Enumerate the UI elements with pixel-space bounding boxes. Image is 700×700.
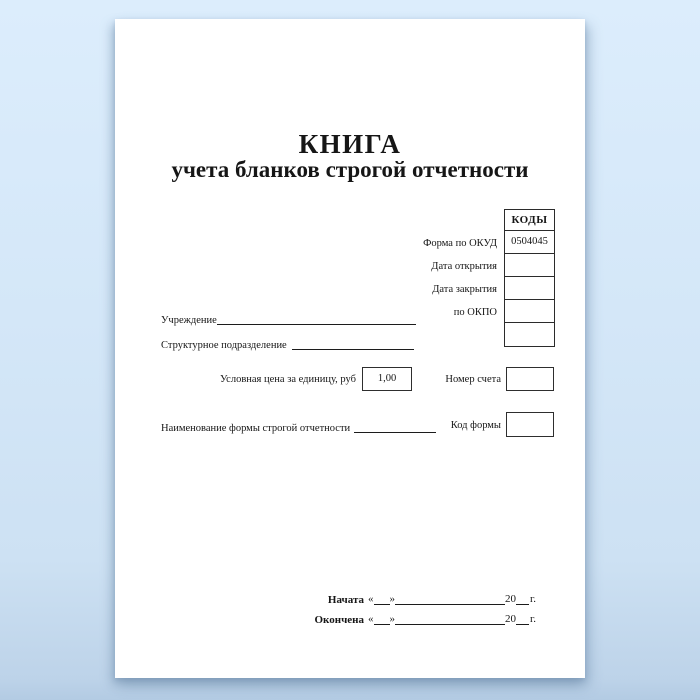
institution-row xyxy=(161,312,416,326)
unit-price-label: Условная цена за единицу, руб xyxy=(220,374,356,385)
form-code-label: Код формы xyxy=(450,420,501,431)
doc-subtitle: учета бланков строгой отчетности xyxy=(171,157,529,182)
finished-open-quote: « xyxy=(368,613,374,625)
started-year-prefix: 20 xyxy=(504,593,516,605)
codes-labels xyxy=(351,232,501,324)
finished-row xyxy=(312,612,536,626)
close-date-label: Дата закрытия xyxy=(432,284,497,295)
started-day-blank xyxy=(374,604,390,605)
form-code-box xyxy=(506,412,554,437)
finished-day-blank xyxy=(374,624,390,625)
account-number-box xyxy=(506,367,554,391)
form-name-label: Наименование формы строгой отчетности xyxy=(161,423,351,434)
finished-year-prefix: 20 xyxy=(504,613,516,625)
okpo-label: по ОКПО xyxy=(453,307,497,318)
started-month-blank xyxy=(395,604,505,605)
doc-title: КНИГА xyxy=(298,129,402,159)
department-blank-line xyxy=(292,349,414,350)
okud-code-cell: 0504045 xyxy=(505,231,554,254)
document-page xyxy=(115,19,585,678)
account-number-label: Номер счета xyxy=(445,374,501,385)
codes-header-cell: КОДЫ xyxy=(505,210,554,231)
extra-code-cell xyxy=(505,323,554,346)
started-label: Начата xyxy=(327,594,364,606)
started-open-quote: « xyxy=(368,593,374,605)
finished-close-quote: » xyxy=(389,613,395,625)
unit-price-box: 1,00 xyxy=(362,367,412,391)
open-date-label: Дата открытия xyxy=(431,261,497,272)
department-row xyxy=(161,337,414,351)
okud-label: Форма по ОКУД xyxy=(423,238,497,249)
close-date-cell xyxy=(505,277,554,300)
open-date-cell xyxy=(505,254,554,277)
started-row xyxy=(312,592,536,606)
institution-label: Учреждение xyxy=(161,315,217,326)
started-close-quote: » xyxy=(389,593,395,605)
department-label: Структурное подразделение xyxy=(161,340,287,351)
finished-label: Окончена xyxy=(314,614,364,626)
finished-year-blank xyxy=(516,624,529,625)
started-year-blank xyxy=(516,604,529,605)
okpo-cell xyxy=(505,300,554,323)
finished-month-blank xyxy=(395,624,505,625)
codes-table xyxy=(504,209,555,347)
form-name-row xyxy=(161,420,436,434)
started-year-suffix: г. xyxy=(529,593,536,605)
form-name-blank-line xyxy=(354,432,436,433)
institution-blank-line xyxy=(217,324,416,325)
finished-year-suffix: г. xyxy=(529,613,536,625)
